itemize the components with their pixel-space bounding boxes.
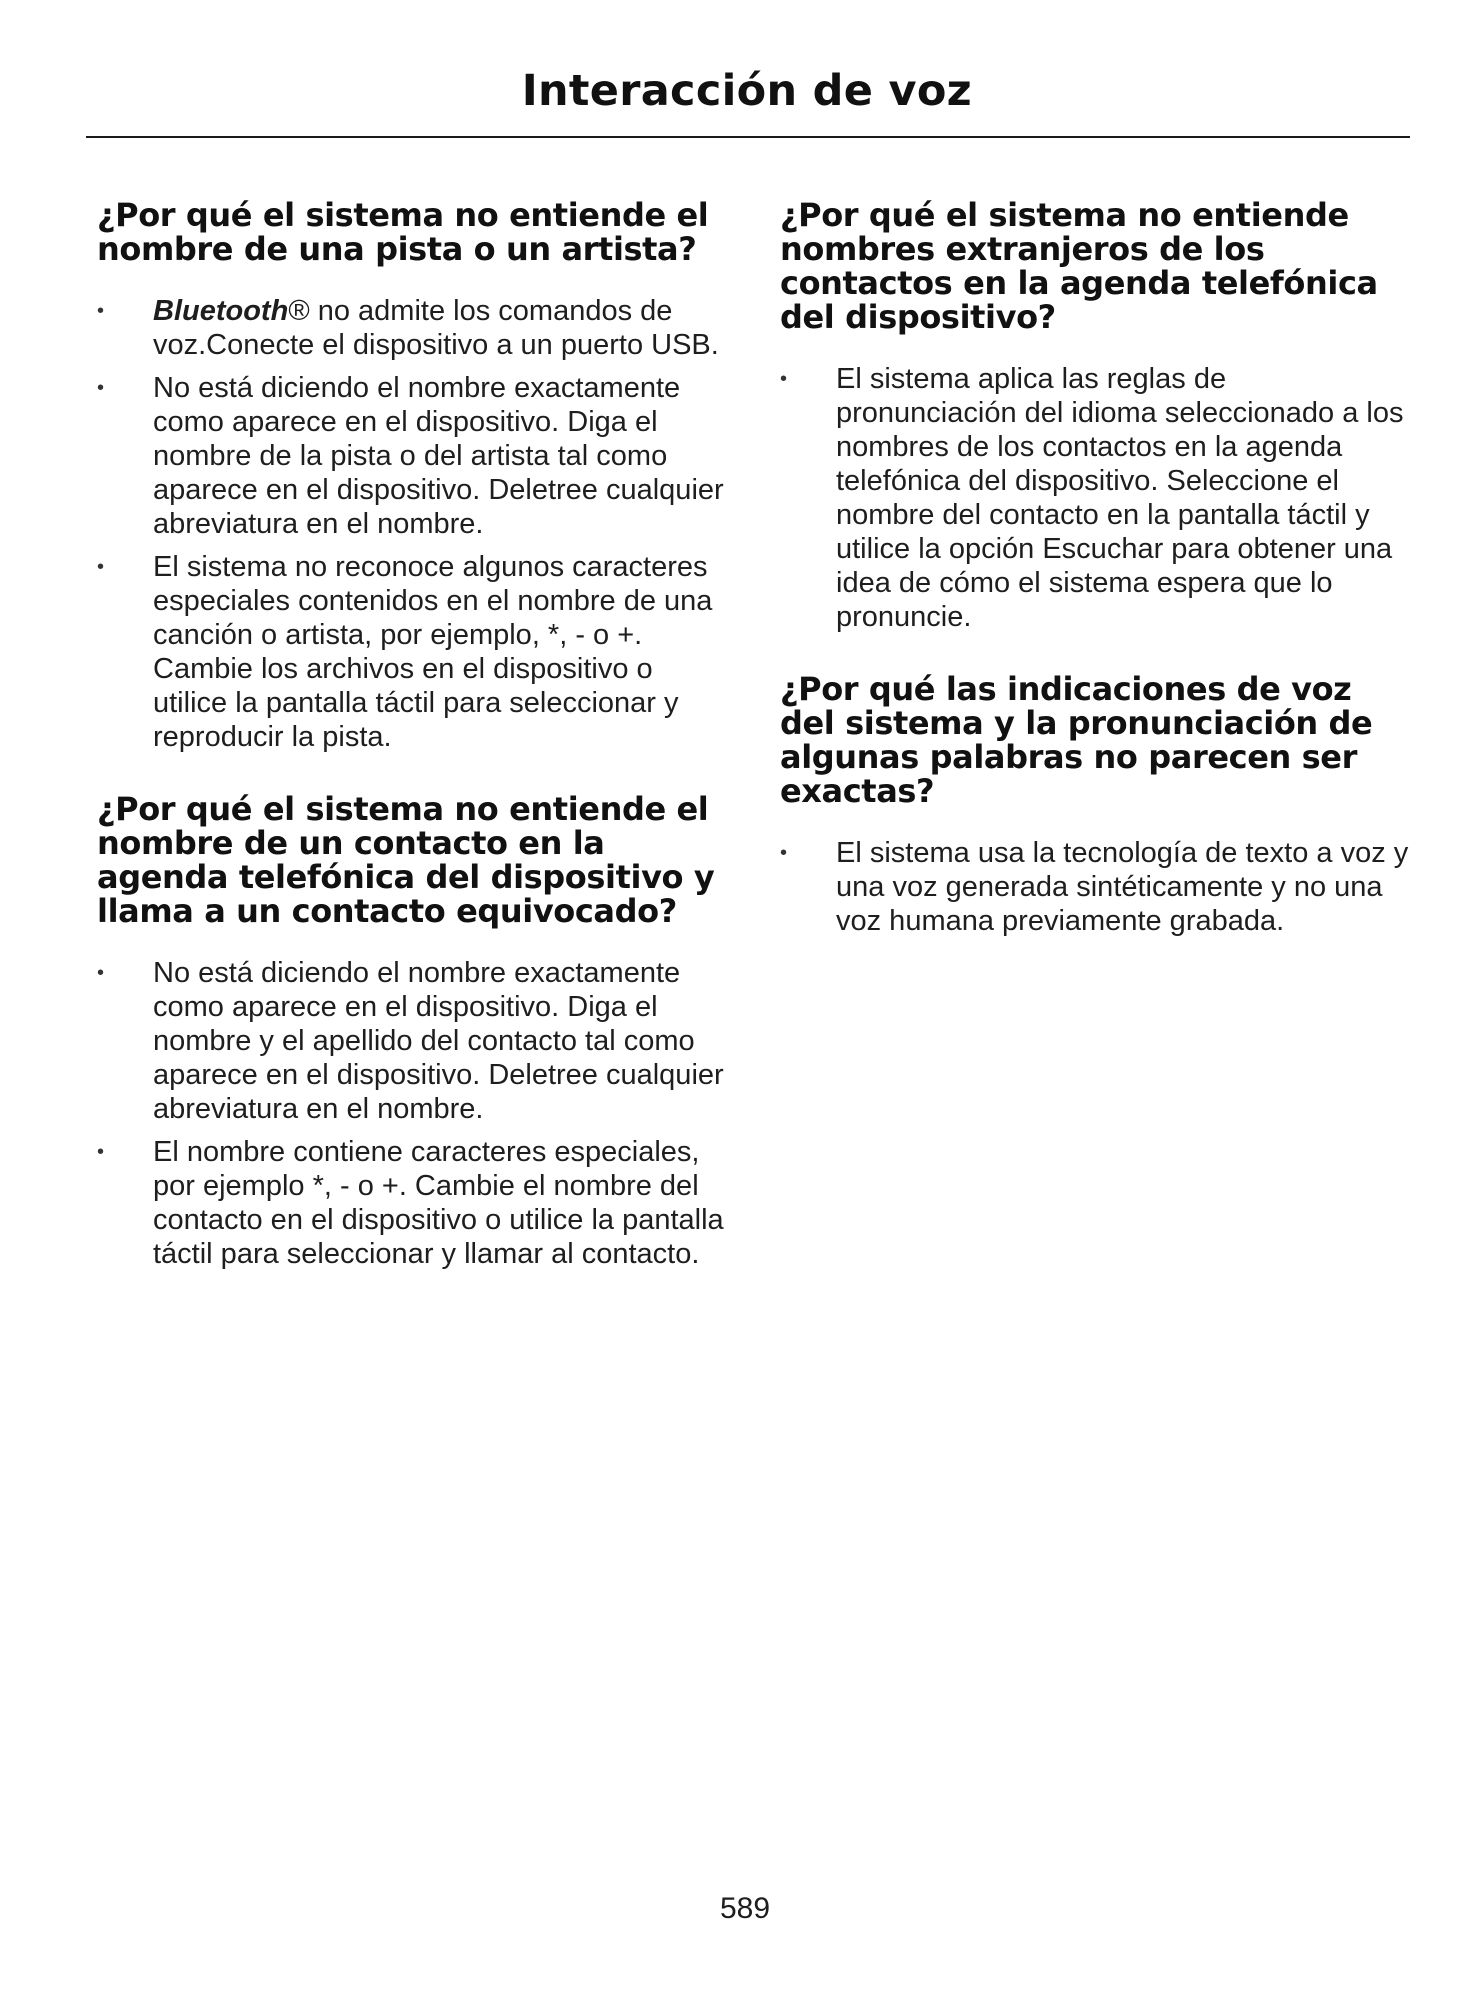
list-item — [97, 550, 729, 754]
list-item — [780, 362, 1412, 634]
right-column — [780, 198, 1412, 976]
list-item-text: El sistema no reconoce algunos caracteres especiales contenidos en el nombre de una canción o artista, por ejemplo, *, - o +. Cambie los archivos en el dispositivo o utilice la pantalla táctil para seleccionar y reproducir la pista. — [153, 551, 713, 753]
section-heading: ¿Por qué el sistema no entiende el nombre de una pista o un artista? — [97, 196, 709, 268]
section-foreign-names — [780, 198, 1412, 634]
section-heading: ¿Por qué el sistema no entiende nombres extranjeros de los contactos en la agenda telefónica del dispositivo? — [780, 196, 1378, 336]
bluetooth-term: Bluetooth — [153, 295, 289, 327]
section-heading: ¿Por qué las indicaciones de voz del sistema y la pronunciación de algunas palabras no parecen ser exactas? — [780, 670, 1373, 810]
page-number: 589 — [719, 1892, 771, 1925]
bullet-list — [780, 362, 1412, 634]
list-item — [97, 956, 729, 1126]
bullet-marker: • — [97, 556, 105, 578]
section-voice-prompts — [780, 672, 1412, 938]
list-item-text: El nombre contiene caracteres especiales, por ejemplo *, - o +. Cambie el nombre del contacto en el dispositivo o utilice la pantalla táctil para seleccionar y llamar al contacto. — [153, 1136, 724, 1270]
list-item — [97, 371, 729, 541]
list-item-text: El sistema usa la tecnología de texto a voz y una voz generada sintéticamente y no una voz humana previamente grabada. — [836, 837, 1409, 937]
bullet-marker: • — [97, 300, 105, 322]
bullet-marker: • — [780, 842, 788, 864]
list-item — [97, 1135, 729, 1271]
bullet-marker: • — [97, 377, 105, 399]
section-heading: ¿Por qué el sistema no entiende el nombre de un contacto en la agenda telefónica del dispositivo y llama a un contacto equivocado? — [97, 790, 715, 930]
bullet-list — [97, 294, 729, 754]
page-title: Interacción de voz — [521, 66, 972, 116]
list-item-text: No está diciendo el nombre exactamente como aparece en el dispositivo. Diga el nombre y el apellido del contacto tal como aparece en el dispositivo. Deletree cualquier abreviatura en el nombre. — [153, 957, 724, 1125]
list-item-text: El sistema aplica las reglas de pronunciación del idioma seleccionado a los nombres de los contactos en la agenda telefónica del dispositivo. Seleccione el nombre del contacto en la pantalla táctil y utilice la opción Escuchar para obtener una idea de cómo el sistema espera que lo pronuncie. — [836, 363, 1404, 633]
section-track-artist — [97, 198, 729, 754]
bullet-list — [97, 956, 729, 1271]
section-contact-name — [97, 792, 729, 1271]
bullet-marker: • — [97, 1141, 105, 1163]
bullet-marker: • — [780, 368, 788, 390]
list-item-text: No está diciendo el nombre exactamente como aparece en el dispositivo. Diga el nombre de la pista o del artista tal como aparece en el dispositivo. Deletree cualquier abreviatura en el nombre. — [153, 372, 724, 540]
page-header — [86, 58, 1410, 138]
bullet-list — [780, 836, 1412, 938]
list-item — [780, 836, 1412, 938]
bullet-marker: • — [97, 962, 105, 984]
list-item-text: ® no admite los comandos de voz.Conecte el dispositivo a un puerto USB. — [153, 295, 719, 361]
left-column — [97, 198, 729, 1309]
list-item — [97, 294, 729, 362]
